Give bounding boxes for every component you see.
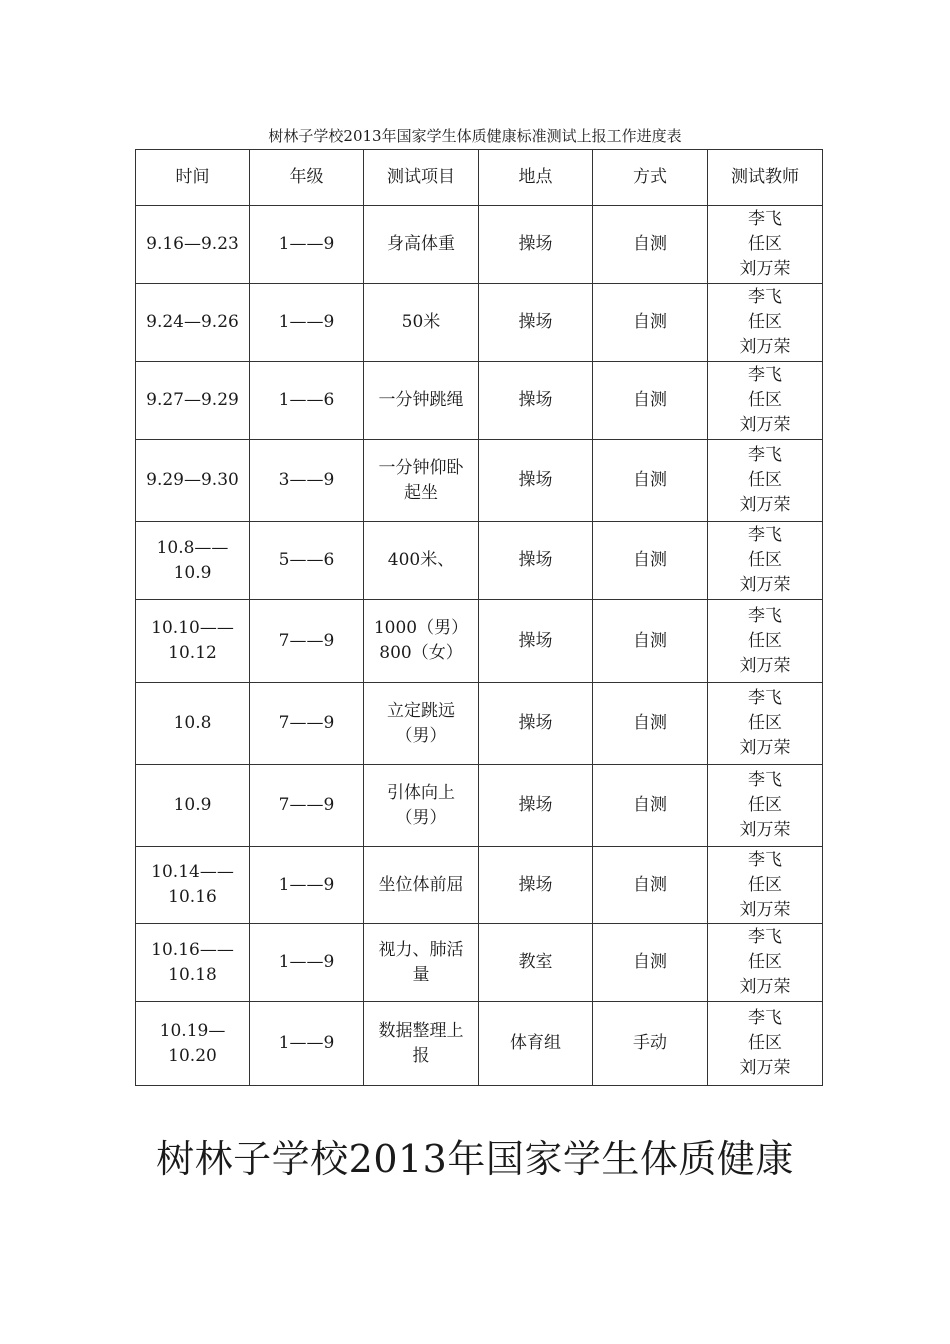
cell-place: 教室 — [479, 924, 593, 1002]
cell-teachers — [708, 362, 823, 440]
cell-mode: 自测 — [593, 206, 708, 284]
cell-place: 操场 — [479, 765, 593, 847]
cell-mode: 手动 — [593, 1002, 708, 1086]
cell-mode: 自测 — [593, 924, 708, 1002]
cell-teachers-line: 李飞 — [748, 209, 782, 229]
cell-item — [364, 924, 479, 1002]
cell-item — [364, 440, 479, 522]
cell-teachers-line: 刘万荣 — [739, 738, 791, 758]
cell-item-line: （男） — [395, 725, 447, 746]
table-row — [136, 1002, 823, 1086]
header-item: 测试项目 — [364, 150, 479, 206]
cell-teachers-line: 任区 — [748, 795, 782, 815]
cell-time-line: 9.27—9.29 — [146, 390, 239, 410]
cell-teachers-line: 刘万荣 — [739, 655, 791, 676]
cell-time-line: 10.9 — [173, 562, 212, 583]
cell-teachers-line: 任区 — [748, 952, 782, 972]
cell-teachers-line: 任区 — [748, 470, 782, 490]
cell-grade: 7——9 — [250, 683, 364, 765]
cell-teachers — [708, 683, 823, 765]
cell-item-line: 1000（男） — [373, 618, 469, 638]
footer-title: 树林子学校2013年国家学生体质健康 — [156, 1137, 794, 1181]
cell-teachers-line: 李飞 — [748, 770, 782, 790]
cell-teachers — [708, 440, 823, 522]
cell-grade: 1——9 — [250, 206, 364, 284]
cell-grade: 3——9 — [250, 440, 364, 522]
cell-grade: 7——9 — [250, 600, 364, 683]
cell-time-line: 9.16—9.23 — [146, 234, 239, 254]
cell-teachers-line: 刘万荣 — [739, 495, 791, 515]
table-row — [136, 284, 823, 362]
cell-item — [364, 847, 479, 924]
cell-teachers-line: 刘万荣 — [739, 259, 791, 279]
cell-teachers-line: 李飞 — [748, 927, 782, 947]
cell-mode: 自测 — [593, 362, 708, 440]
cell-time — [136, 440, 250, 522]
cell-grade: 1——9 — [250, 847, 364, 924]
cell-item-line: 50米 — [401, 312, 441, 332]
cell-place: 操场 — [479, 206, 593, 284]
cell-teachers-line: 刘万荣 — [739, 415, 791, 435]
cell-place: 操场 — [479, 600, 593, 683]
cell-item-line: 一分钟仰卧 — [378, 457, 464, 478]
table-header-row — [136, 150, 823, 206]
cell-item-line: 起坐 — [404, 482, 438, 503]
cell-teachers-line: 李飞 — [748, 445, 782, 465]
cell-teachers-line: 任区 — [748, 874, 782, 895]
cell-item-line: 坐位体前屈 — [378, 874, 464, 895]
cell-item-line: 400米、 — [387, 550, 455, 570]
cell-time — [136, 206, 250, 284]
cell-teachers — [708, 206, 823, 284]
cell-teachers-line: 刘万荣 — [739, 977, 791, 997]
cell-teachers-line: 李飞 — [748, 849, 782, 870]
cell-item — [364, 284, 479, 362]
cell-place: 操场 — [479, 683, 593, 765]
cell-grade: 7——9 — [250, 765, 364, 847]
table-row — [136, 683, 823, 765]
cell-grade: 1——9 — [250, 1002, 364, 1086]
cell-teachers-line: 刘万荣 — [739, 1058, 791, 1078]
cell-item-line: 引体向上 — [387, 782, 455, 803]
cell-grade: 1——6 — [250, 362, 364, 440]
cell-teachers-line: 任区 — [748, 390, 782, 410]
cell-teachers-line: 李飞 — [748, 1008, 782, 1028]
cell-time — [136, 600, 250, 683]
header-grade: 年级 — [250, 150, 364, 206]
cell-time — [136, 522, 250, 600]
cell-time — [136, 284, 250, 362]
cell-teachers-line: 刘万荣 — [739, 820, 791, 840]
cell-teachers-line: 李飞 — [748, 605, 782, 626]
cell-grade: 1——9 — [250, 924, 364, 1002]
cell-item-line: 视力、肺活 — [378, 939, 464, 960]
cell-mode: 自测 — [593, 765, 708, 847]
cell-grade: 1——9 — [250, 284, 364, 362]
table-row — [136, 924, 823, 1002]
cell-time-line: 10.16—— — [151, 939, 234, 960]
cell-item-line: 量 — [412, 964, 430, 985]
table-row — [136, 206, 823, 284]
cell-item-line: 立定跳远 — [387, 700, 455, 721]
header-time: 时间 — [136, 150, 250, 206]
cell-item-line: 800（女） — [379, 643, 463, 663]
cell-teachers — [708, 765, 823, 847]
table-row — [136, 847, 823, 924]
cell-teachers-line: 刘万荣 — [739, 575, 791, 595]
cell-teachers — [708, 847, 823, 924]
cell-time-line: 10.18 — [168, 964, 217, 985]
cell-place: 操场 — [479, 362, 593, 440]
cell-mode: 自测 — [593, 522, 708, 600]
cell-item-line: 数据整理上 — [378, 1020, 464, 1041]
cell-time-line: 9.29—9.30 — [146, 470, 239, 490]
cell-teachers-line: 刘万荣 — [739, 899, 791, 920]
cell-teachers-line: 任区 — [748, 713, 782, 733]
cell-time-line: 9.24—9.26 — [146, 312, 239, 332]
cell-item-line: 身高体重 — [387, 234, 455, 254]
cell-item-line: 一分钟跳绳 — [378, 390, 464, 410]
cell-item — [364, 600, 479, 683]
cell-time — [136, 1002, 250, 1086]
cell-teachers-line: 李飞 — [748, 287, 782, 307]
cell-teachers-line: 李飞 — [748, 525, 782, 545]
cell-place: 体育组 — [479, 1002, 593, 1086]
cell-time — [136, 847, 250, 924]
cell-time — [136, 683, 250, 765]
cell-teachers-line: 任区 — [748, 1033, 782, 1053]
cell-time-line: 10.16 — [168, 887, 217, 907]
cell-place: 操场 — [479, 284, 593, 362]
cell-item-line: （男） — [395, 807, 447, 828]
cell-item — [364, 206, 479, 284]
cell-item — [364, 765, 479, 847]
cell-time — [136, 765, 250, 847]
table-row — [136, 765, 823, 847]
cell-time-line: 10.8 — [173, 713, 212, 733]
cell-teachers — [708, 522, 823, 600]
cell-time-line: 10.12 — [168, 643, 217, 663]
cell-item — [364, 1002, 479, 1086]
cell-teachers — [708, 600, 823, 683]
cell-mode: 自测 — [593, 440, 708, 522]
cell-time — [136, 362, 250, 440]
cell-place: 操场 — [479, 847, 593, 924]
cell-place: 操场 — [479, 522, 593, 600]
table-row — [136, 522, 823, 600]
cell-mode: 自测 — [593, 600, 708, 683]
cell-item-line: 报 — [412, 1045, 430, 1066]
cell-teachers — [708, 1002, 823, 1086]
cell-grade: 5——6 — [250, 522, 364, 600]
cell-place: 操场 — [479, 440, 593, 522]
table-row — [136, 600, 823, 683]
cell-time-line: 10.20 — [168, 1045, 217, 1066]
cell-mode: 自测 — [593, 683, 708, 765]
cell-teachers-line: 任区 — [748, 630, 782, 651]
cell-time-line: 10.19— — [159, 1020, 226, 1041]
table-row — [136, 362, 823, 440]
table-row — [136, 440, 823, 522]
cell-time — [136, 924, 250, 1002]
cell-item — [364, 522, 479, 600]
cell-mode: 自测 — [593, 284, 708, 362]
cell-mode: 自测 — [593, 847, 708, 924]
cell-time-line: 10.10—— — [151, 618, 234, 638]
cell-teachers-line: 李飞 — [748, 688, 782, 708]
cell-item — [364, 362, 479, 440]
cell-teachers-line: 刘万荣 — [739, 337, 791, 357]
cell-teachers — [708, 284, 823, 362]
header-mode: 方式 — [593, 150, 708, 206]
cell-teachers-line: 任区 — [748, 550, 782, 570]
cell-teachers-line: 任区 — [748, 312, 782, 332]
cell-teachers-line: 李飞 — [748, 365, 782, 385]
table-body — [136, 206, 823, 1086]
cell-time-line: 10.9 — [173, 795, 212, 815]
document-title: 树林子学校2013年国家学生体质健康标准测试上报工作进度表 — [268, 127, 682, 145]
cell-teachers — [708, 924, 823, 1002]
cell-item — [364, 683, 479, 765]
header-place: 地点 — [479, 150, 593, 206]
cell-teachers-line: 任区 — [748, 234, 782, 254]
cell-time-line: 10.14—— — [151, 862, 234, 882]
header-teachers: 测试教师 — [708, 150, 823, 206]
schedule-table — [135, 149, 823, 1086]
cell-time-line: 10.8—— — [156, 537, 229, 558]
